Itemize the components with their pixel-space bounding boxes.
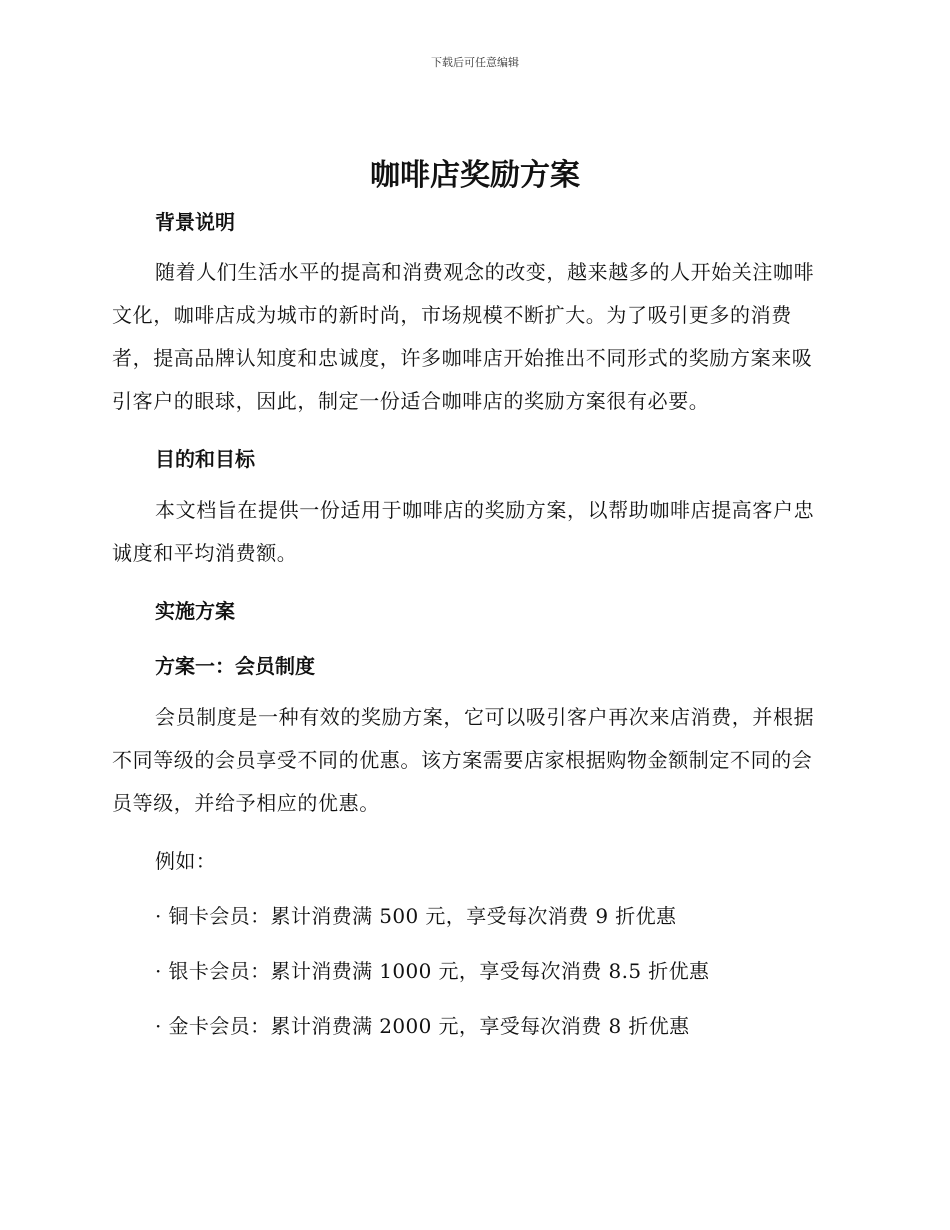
section-heading-plan-one: 方案一：会员制度: [155, 654, 315, 678]
page-header-note: 下载后可任意编辑: [431, 56, 519, 69]
section-heading-implementation: 实施方案: [155, 599, 235, 623]
example-label: 例如：: [155, 849, 217, 873]
section-heading-purpose: 目的和目标: [155, 447, 255, 471]
document-title: 咖啡店奖励方案: [370, 158, 580, 193]
list-item-silver-tier: · 银卡会员：累计消费满 1000 元，享受每次消费 8.5 折优惠: [155, 959, 710, 983]
paragraph-purpose: 本文档旨在提供一份适用于咖啡店的奖励方案，以帮助咖啡店提高客户忠诚度和平均消费额。: [112, 498, 815, 565]
section-heading-background: 背景说明: [155, 210, 235, 234]
paragraph-background: 随着人们生活水平的提高和消费观念的改变，越来越多的人开始关注咖啡文化，咖啡店成为城市的新时尚，市场规模不断扩大。为了吸引更多的消费者，提高品牌认知度和忠诚度，许多咖啡店开始推出不同形式的奖励方案来吸引客户的眼球，因此，制定一份适合咖啡店的奖励方案很有必要。: [112, 260, 815, 413]
list-item-bronze-tier: · 铜卡会员：累计消费满 500 元，享受每次消费 9 折优惠: [155, 904, 677, 928]
list-item-gold-tier: · 金卡会员：累计消费满 2000 元，享受每次消费 8 折优惠: [155, 1014, 690, 1038]
paragraph-plan-one: 会员制度是一种有效的奖励方案，它可以吸引客户再次来店消费，并根据不同等级的会员享受不同的优惠。该方案需要店家根据购物金额制定不同的会员等级，并给予相应的优惠。: [112, 705, 815, 815]
